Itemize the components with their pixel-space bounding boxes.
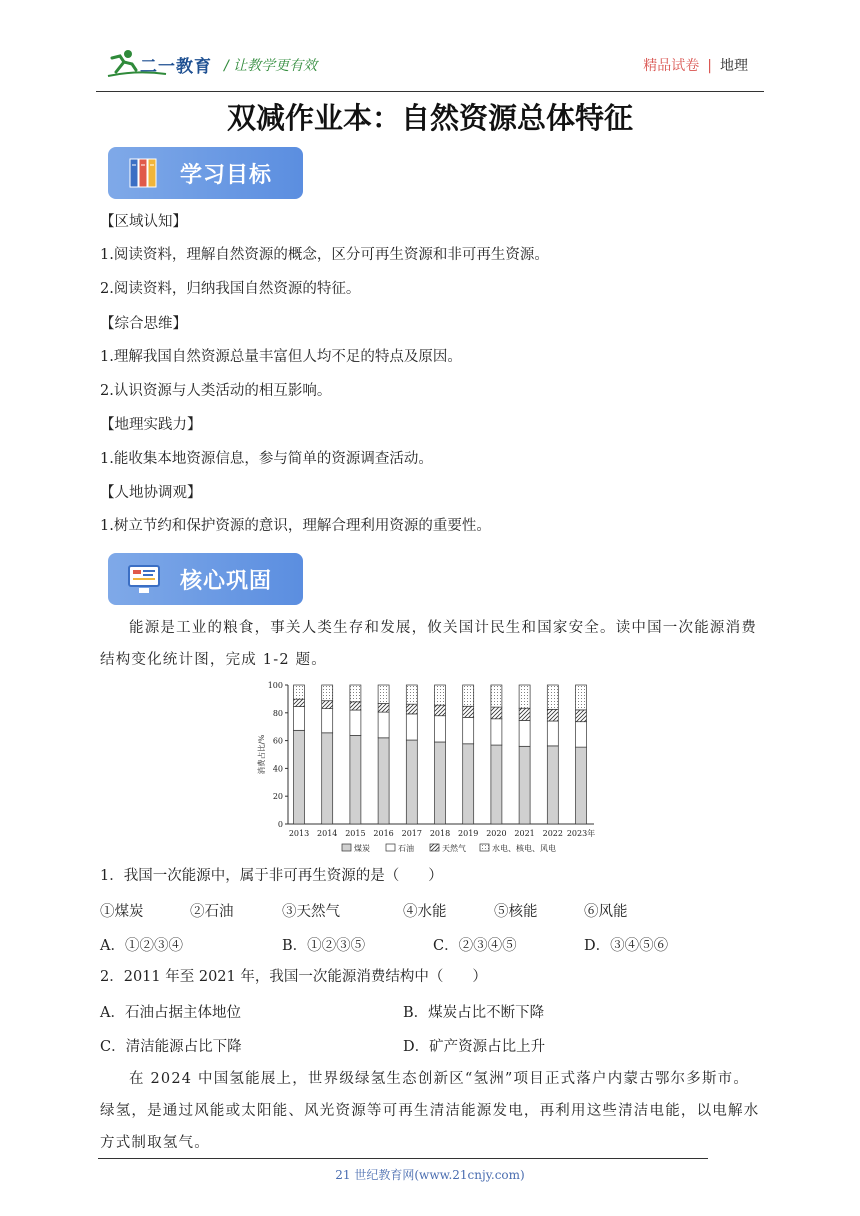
goal-line: 1.理解我国自然资源总量丰富但人均不足的特点及原因。	[100, 349, 462, 365]
bar-segment-3	[294, 685, 305, 699]
q1-item: ③天然气	[282, 904, 340, 920]
y-tick-label: 20	[272, 792, 283, 802]
intro-paragraph: 能源是工业的粮食，事关人类生存和发展，攸关国计民生和国家安全。读中国一次能源消费结构变化统计图，完成 1-2 题。	[100, 620, 757, 668]
q1-option-c: C．②③④⑤	[433, 938, 517, 954]
x-tick-label: 2019	[458, 829, 479, 838]
q1-option-d: D．③④⑤⑥	[584, 938, 669, 954]
bar-segment-0	[350, 735, 361, 824]
goal-line: 2.阅读资料，归纳我国自然资源的特征。	[100, 281, 361, 297]
bar-segment-3	[350, 685, 361, 702]
y-tick-label: 0	[277, 820, 283, 829]
bar-segment-3	[519, 685, 530, 708]
x-tick-label: 2015	[345, 829, 366, 838]
q2-option-d: D．矿产资源占比上升	[403, 1039, 546, 1055]
bar-segment-1	[378, 712, 389, 738]
legend-swatch	[386, 844, 395, 851]
legend-swatch	[430, 844, 439, 851]
footer-text: 21 世纪教育网(www.21cnjy.com)	[335, 1168, 525, 1182]
page-title: 双减作业本：自然资源总体特征	[226, 101, 633, 135]
hydrogen-paragraph: 在 2024 中国氢能展上，世界级绿氢生态创新区“氢洲”项目正式落户内蒙古鄂尔多斯市。绿氢，是通过风能或太阳能、风光资源等可再生清洁能源发电，再利用这些清洁电能，以电解水方式制取氢气。	[100, 1071, 760, 1151]
goal-line: 1.能收集本地资源信息，参与简单的资源调查活动。	[100, 451, 433, 467]
bar-segment-3	[547, 685, 558, 709]
goal-line: 【人地协调观】	[100, 485, 202, 501]
bar-segment-2	[547, 709, 558, 721]
legend-label: 石油	[398, 844, 414, 853]
bar-segment-2	[491, 707, 502, 719]
bar-segment-2	[435, 705, 446, 716]
q2-option-b: B．煤炭占比不断下降	[403, 1005, 545, 1021]
goal-line: 【地理实践力】	[100, 417, 202, 433]
y-tick-label: 60	[272, 736, 283, 746]
core-banner	[108, 553, 303, 605]
bar-segment-1	[350, 710, 361, 735]
bar-segment-2	[350, 702, 361, 710]
bar-segment-0	[519, 746, 530, 824]
goal-line: 1.阅读资料，理解自然资源的概念，区分可再生资源和非可再生资源。	[100, 247, 549, 263]
goals-title: 学习目标	[180, 163, 273, 188]
bar-segment-0	[294, 730, 305, 824]
bar-segment-1	[463, 717, 474, 743]
q1-item: ⑥风能	[584, 904, 628, 920]
goal-line: 2.认识资源与人类活动的相互影响。	[100, 383, 332, 399]
bar-segment-3	[378, 685, 389, 703]
bar-segment-1	[547, 721, 558, 746]
subject-label: 地理	[720, 58, 748, 74]
computer-icon	[124, 561, 164, 597]
core-title: 核心巩固	[180, 569, 273, 594]
goal-line: 1.树立节约和保护资源的意识，理解合理利用资源的重要性。	[100, 518, 491, 534]
y-tick-label: 100	[267, 681, 283, 690]
q2-option-c: C．清洁能源占比下降	[100, 1039, 242, 1055]
footer-divider	[98, 1158, 708, 1159]
x-tick-label: 2014	[317, 829, 338, 838]
legend-label: 水电、核电、风电	[492, 844, 556, 853]
x-tick-label: 2013	[288, 829, 310, 838]
x-tick-label: 2018	[429, 829, 451, 838]
q1-item: ②石油	[190, 904, 234, 920]
bar-segment-0	[547, 746, 558, 824]
bar-segment-0	[406, 740, 417, 824]
bar-segment-1	[322, 709, 333, 733]
legend-label: 煤炭	[354, 844, 370, 853]
logo-text: 二一教育	[140, 57, 212, 77]
bar-segment-2	[519, 708, 530, 720]
header-separator: |	[707, 58, 712, 74]
legend-label: 天然气	[442, 844, 466, 853]
q1-option-a: A．①②③④	[100, 938, 183, 954]
bar-segment-2	[406, 704, 417, 714]
bar-segment-0	[576, 747, 587, 824]
legend-swatch	[342, 844, 351, 851]
q1-item: ①煤炭	[100, 904, 144, 920]
q1-stem: 1．我国一次能源中，属于非可再生资源的是（ ）	[100, 868, 443, 884]
paper-tag: 精品试卷	[643, 58, 700, 74]
bar-segment-3	[491, 685, 502, 707]
bar-segment-1	[294, 707, 305, 731]
x-tick-label: 2023年	[566, 829, 596, 838]
q2-option-a: A．石油占据主体地位	[100, 1005, 241, 1021]
books-icon	[124, 155, 164, 191]
bar-segment-2	[576, 710, 587, 722]
goal-line: 【综合思维】	[100, 316, 187, 332]
bar-segment-2	[378, 703, 389, 712]
bar-segment-2	[322, 701, 333, 709]
goals-banner	[108, 147, 303, 199]
bar-segment-1	[491, 719, 502, 745]
header-right	[643, 55, 748, 75]
bar-segment-3	[322, 685, 333, 701]
q1-option-b: B．①②③⑤	[282, 938, 366, 954]
legend-swatch	[480, 844, 489, 851]
bar-segment-1	[519, 720, 530, 746]
bar-segment-3	[463, 685, 474, 706]
x-tick-label: 2020	[486, 829, 507, 838]
bar-segment-0	[435, 742, 446, 824]
bar-segment-0	[491, 745, 502, 824]
slogan: / 让教学更有效	[224, 58, 318, 74]
x-tick-label: 2021	[514, 829, 535, 838]
q1-item: ⑤核能	[494, 904, 538, 920]
q2-stem: 2．2011 年至 2021 年，我国一次能源消费结构中（ ）	[100, 969, 487, 985]
q1-item: ④水能	[403, 904, 447, 920]
bar-segment-0	[463, 744, 474, 824]
bar-segment-2	[463, 706, 474, 717]
bar-segment-2	[294, 699, 305, 706]
bar-segment-1	[576, 722, 587, 747]
x-tick-label: 2017	[401, 829, 422, 838]
bar-segment-1	[406, 714, 417, 740]
header-divider	[96, 91, 764, 92]
bar-segment-1	[435, 716, 446, 742]
bar-segment-0	[322, 733, 333, 824]
bar-segment-0	[378, 738, 389, 824]
y-tick-label: 40	[272, 764, 283, 774]
energy-structure-chart	[250, 676, 610, 860]
x-tick-label: 2022	[542, 829, 563, 838]
bar-segment-3	[406, 685, 417, 704]
bar-segment-3	[435, 685, 446, 705]
bar-segment-3	[576, 685, 587, 710]
y-tick-label: 80	[272, 708, 283, 718]
x-tick-label: 2016	[373, 829, 394, 838]
goal-line: 【区域认知】	[100, 214, 187, 230]
y-axis-label: 消费占比/%	[257, 734, 266, 775]
